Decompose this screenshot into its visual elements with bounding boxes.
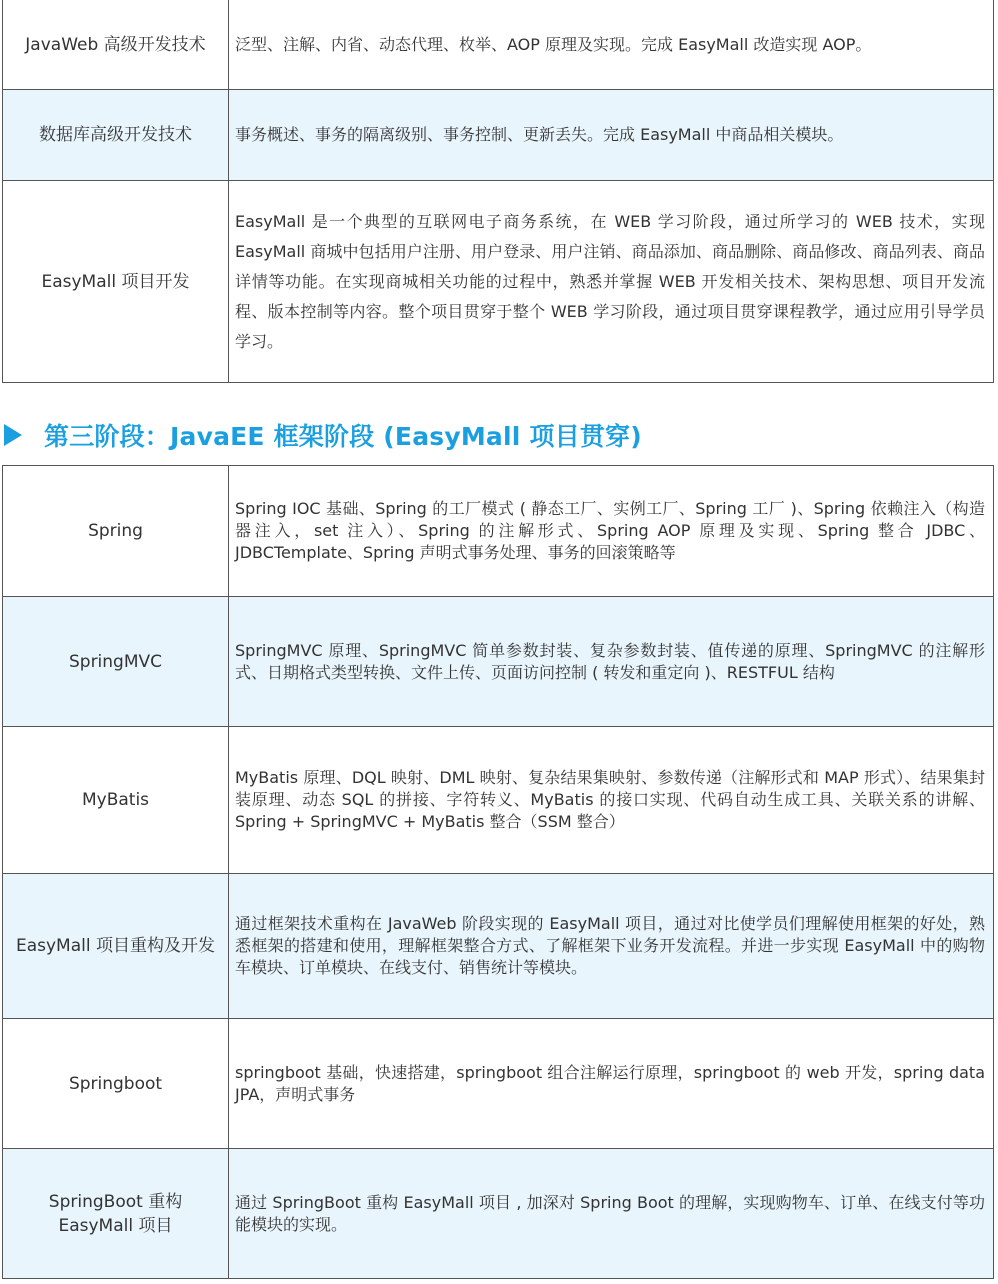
section-title: 第三阶段：JavaEE 框架阶段 (EasyMall 项目贯穿) — [44, 422, 642, 451]
topic-name: EasyMall 项目重构及开发 — [3, 874, 229, 1019]
topic-name: EasyMall 项目开发 — [3, 181, 229, 383]
topic-name: MyBatis — [3, 727, 229, 874]
table-row — [3, 466, 994, 597]
course-table-stage3 — [2, 465, 994, 1279]
topic-description: MyBatis 原理、DQL 映射、DML 映射、复杂结果集映射、参数传递（注解形式和 MAP 形式）、结果集封装原理、动态 SQL 的拼接、字符转义、MyBatis 的接口实现、代码自动生成工具、关联关系的讲解、Spring + SpringMVC + MyBatis 整合（SSM 整合） — [229, 727, 994, 874]
table-row — [3, 727, 994, 874]
topic-description: 通过 SpringBoot 重构 EasyMall 项目 , 加深对 Spring Boot 的理解，实现购物车、订单、在线支付等功能模块的实现。 — [229, 1149, 994, 1279]
topic-name: Spring — [3, 466, 229, 597]
table-row — [3, 874, 994, 1019]
table-row — [3, 1149, 994, 1279]
topic-description: 事务概述、事务的隔离级别、事务控制、更新丢失。完成 EasyMall 中商品相关模块。 — [229, 90, 994, 181]
topic-description: EasyMall 是一个典型的互联网电子商务系统，在 WEB 学习阶段，通过所学习的 WEB 技术，实现 EasyMall 商城中包括用户注册、用户登录、用户注销、商品添加、商品删除、商品修改、商品列表、商品详情等功能。在实现商城相关功能的过程中，熟悉并掌握 WEB 开发相关技术、架构思想、项目开发流程、版本控制等内容。整个项目贯穿于整个 WEB 学习阶段，通过项目贯穿课程教学，通过应用引导学员学习。 — [229, 181, 994, 383]
triangle-right-icon — [4, 424, 22, 446]
section-heading-stage3 — [0, 414, 998, 456]
topic-name: SpringBoot 重构 EasyMall 项目 — [3, 1149, 229, 1279]
topic-name: JavaWeb 高级开发技术 — [3, 0, 229, 90]
table-row — [3, 1019, 994, 1149]
table-row — [3, 181, 994, 383]
table-row — [3, 597, 994, 727]
table-row — [3, 90, 994, 181]
topic-description: 泛型、注解、内省、动态代理、枚举、AOP 原理及实现。完成 EasyMall 改造实现 AOP。 — [229, 0, 994, 90]
topic-name: 数据库高级开发技术 — [3, 90, 229, 181]
topic-name: Springboot — [3, 1019, 229, 1149]
topic-name: SpringMVC — [3, 597, 229, 727]
topic-description: springboot 基础，快速搭建，springboot 组合注解运行原理，springboot 的 web 开发，spring data JPA，声明式事务 — [229, 1019, 994, 1149]
course-table-stage2 — [2, 0, 994, 383]
topic-description: 通过框架技术重构在 JavaWeb 阶段实现的 EasyMall 项目，通过对比使学员们理解使用框架的好处，熟悉框架的搭建和使用，理解框架整合方式、了解框架下业务开发流程。并进一步实现 EasyMall 中的购物车模块、订单模块、在线支付、销售统计等模块。 — [229, 874, 994, 1019]
topic-description: SpringMVC 原理、SpringMVC 简单参数封装、复杂参数封装、值传递的原理、SpringMVC 的注解形式、日期格式类型转换、文件上传、页面访问控制 ( 转发和重定向 )、RESTFUL 结构 — [229, 597, 994, 727]
table-row — [3, 0, 994, 90]
topic-description: Spring IOC 基础、Spring 的工厂模式 ( 静态工厂、实例工厂、Spring 工厂 )、Spring 依赖注入（构造器注入，set 注入）、Spring 的注解形式、Spring AOP 原理及实现、Spring 整合 JDBC、JDBCTemplate、Spring 声明式事务处理、事务的回滚策略等 — [229, 466, 994, 597]
